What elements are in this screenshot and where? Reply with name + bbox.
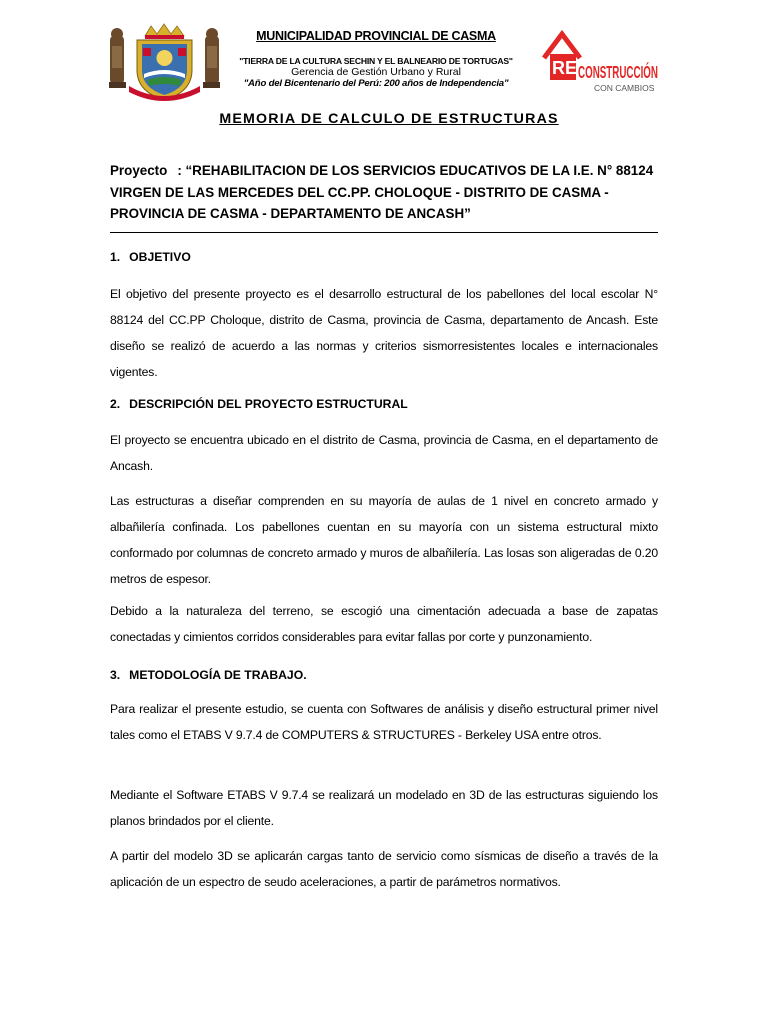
crest-shield-icon bbox=[137, 40, 192, 100]
department-name: Gerencia de Gestión Urbano y Rural bbox=[291, 66, 461, 78]
section-heading-metodologia bbox=[110, 667, 307, 683]
section-title: OBJETIVO bbox=[129, 250, 191, 264]
municipality-name: MUNICIPALIDAD PROVINCIAL DE CASMA bbox=[256, 29, 496, 43]
paragraph: Las estructuras a diseñar comprenden en su mayoría de aulas de 1 nivel en concreto armado y albañilería confinada. Los pabellones cuentan en su mayoría con un sistema estructural mixto conformado por columnas de concreto armado y muros de albañilería. Las losas son aligeradas de 0.20 metros de espesor. bbox=[110, 494, 658, 586]
crest-right-warrior-icon bbox=[203, 28, 220, 88]
paragraph: Mediante el Software ETABS V 9.7.4 se realizará un modelado en 3D de las estructuras siguiendo los planos brindados por el cliente. bbox=[110, 788, 658, 828]
crest-left-warrior-icon bbox=[109, 28, 126, 88]
logo-sub-text: CON CAMBIOS bbox=[594, 83, 655, 93]
section-number: 2. bbox=[110, 397, 121, 411]
project-label: Proyecto bbox=[110, 163, 168, 178]
logo-re-text: RE bbox=[552, 58, 578, 78]
project-description: : “REHABILITACION DE LOS SERVICIOS EDUCATIVOS DE LA I.E. N° 88124 VIRGEN DE LAS MERCEDES DEL CC.PP. CHOLOQUE - DISTRITO DE CASMA - PROVINCIA DE CASMA - DEPARTAMENTO DE ANCASH” bbox=[110, 163, 654, 221]
header-text-block bbox=[222, 28, 530, 90]
paragraph: El proyecto se encuentra ubicado en el distrito de Casma, provincia de Casma, en el departamento de Ancash. bbox=[110, 433, 658, 473]
section-heading-descripcion bbox=[110, 396, 408, 412]
logo-main-text-visible: CONSTRUCCIÓN bbox=[578, 62, 721, 82]
paragraph: Debido a la naturaleza del terreno, se escogió una cimentación adecuada a base de zapatas conectadas y cimientos corridos considerables para evitar fallas por corte y punzonamiento. bbox=[110, 604, 658, 644]
year-motto: "Año del Bicentenario del Perú: 200 años de Independencia" bbox=[243, 78, 509, 89]
section-title: METODOLOGÍA DE TRABAJO. bbox=[129, 668, 307, 682]
paragraph: El objetivo del presente proyecto es el desarrollo estructural de los pabellones del local escolar N° 88124 del CC.PP Choloque, distrito de Casma, provincia de Casma, departamento de Ancash. Este diseño se realizó de acuerdo a las normas y criterios sismorresistentes locales e internacionales vigentes. bbox=[110, 287, 658, 379]
document-title: MEMORIA DE CALCULO DE ESTRUCTURAS bbox=[219, 111, 559, 127]
section-heading-objetivo bbox=[110, 249, 191, 265]
section-number: 1. bbox=[110, 250, 121, 264]
project-block bbox=[110, 160, 658, 225]
paragraph: Para realizar el presente estudio, se cuenta con Softwares de análisis y diseño estructural primer nivel tales como el ETABS V 9.7.4 de COMPUTERS & STRUCTURES - Berkeley USA entre otros. bbox=[110, 702, 658, 742]
section-number: 3. bbox=[110, 668, 121, 682]
paragraph: A partir del modelo 3D se aplicarán cargas tanto de servicio como sísmicas de diseño a través de la aplicación de un espectro de seudo aceleraciones, a partir de parámetros normativos. bbox=[110, 849, 658, 889]
municipality-crest-logo bbox=[107, 22, 222, 104]
horizontal-divider bbox=[110, 232, 658, 233]
reconstruccion-logo bbox=[538, 28, 721, 96]
crest-crown-icon bbox=[145, 24, 184, 39]
section-title: DESCRIPCIÓN DEL PROYECTO ESTRUCTURAL bbox=[129, 397, 408, 411]
municipality-motto: "TIERRA DE LA CULTURA SECHIN Y EL BALNEARIO DE TORTUGAS" bbox=[239, 56, 513, 66]
